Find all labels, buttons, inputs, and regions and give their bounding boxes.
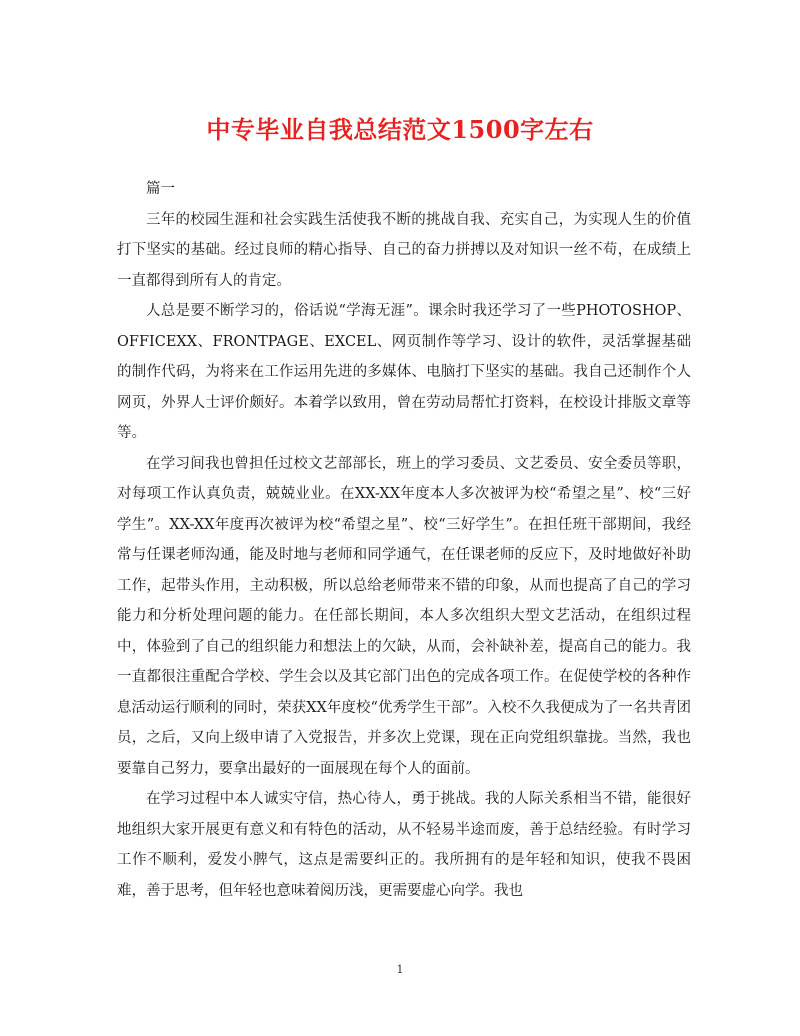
paragraph: 人总是要不断学习的，俗话说“学海无涯”。课余时我还学习了一些PHOTOSHOP、OFFICEXX、FRONTPAGE、EXCEL、网页制作等学习、设计的软件，灵活掌握基础的制作代码，为将来在工作运用先进的多媒体、电脑打下坚实的基础。我自己还制作个人网页，外界人士评价颇好。本着学以致用，曾在劳动局帮忙打资料，在校设计排版文章等等。	[117, 303, 691, 441]
document-title: 中专毕业自我总结范文1500字左右	[206, 115, 594, 144]
paragraph: 在学习过程中本人诚实守信，热心待人，勇于挑战。我的人际关系相当不错，能很好地组织大家开展更有意义和有特色的活动，从不轻易半途而废，善于总结经验。有时学习工作不顺利，爱发小脾气，这点是需要纠正的。我所拥有的是年轻和知识，使我不畏困难，善于思考，但年轻也意味着阅历浅，更需要虚心向学。我也	[117, 791, 691, 899]
page-number: 1	[396, 963, 404, 976]
paragraph: 在学习间我也曾担任过校文艺部部长，班上的学习委员、文艺委员、安全委员等职，对每项工作认真负责，兢兢业业。在XX-XX年度本人多次被评为校“希望之星”、校“三好学生”。XX-XX年度再次被评为校“希望之星”、校“三好学生”。在担任班干部期间，我经常与任课老师沟通，能及时地与老师和同学通气，在任课老师的反应下，及时地做好补助工作，起带头作用，主动积极，所以总给老师带来不错的印象，从而也提高了自己的学习能力和分析处理问题的能力。在任部长期间，本人多次组织大型文艺活动，在组织过程中，体验到了自己的组织能力和想法上的欠缺，从而，会补缺补差，提高自己的能力。我一直都很注重配合学校、学生会以及其它部门出色的完成各项工作。在促使学校的各种作息活动运行顺利的同时，荣获XX年度校“优秀学生干部”。入校不久我便成为了一名共青团员，之后，又向上级申请了入党报告，并多次上党课，现在正向党组织靠拢。当然，我也要靠自己努力，要拿出最好的一面展现在每个人的面前。	[117, 455, 691, 777]
document-body	[117, 174, 691, 906]
paragraph: 三年的校园生涯和社会实践生活使我不断的挑战自我、充实自己，为实现人生的价值打下坚实的基础。经过良师的精心指导、自己的奋力拼搏以及对知识一丝不苟，在成绩上一直都得到所有人的肯定。	[117, 211, 691, 289]
section-label: 篇一	[146, 181, 175, 197]
